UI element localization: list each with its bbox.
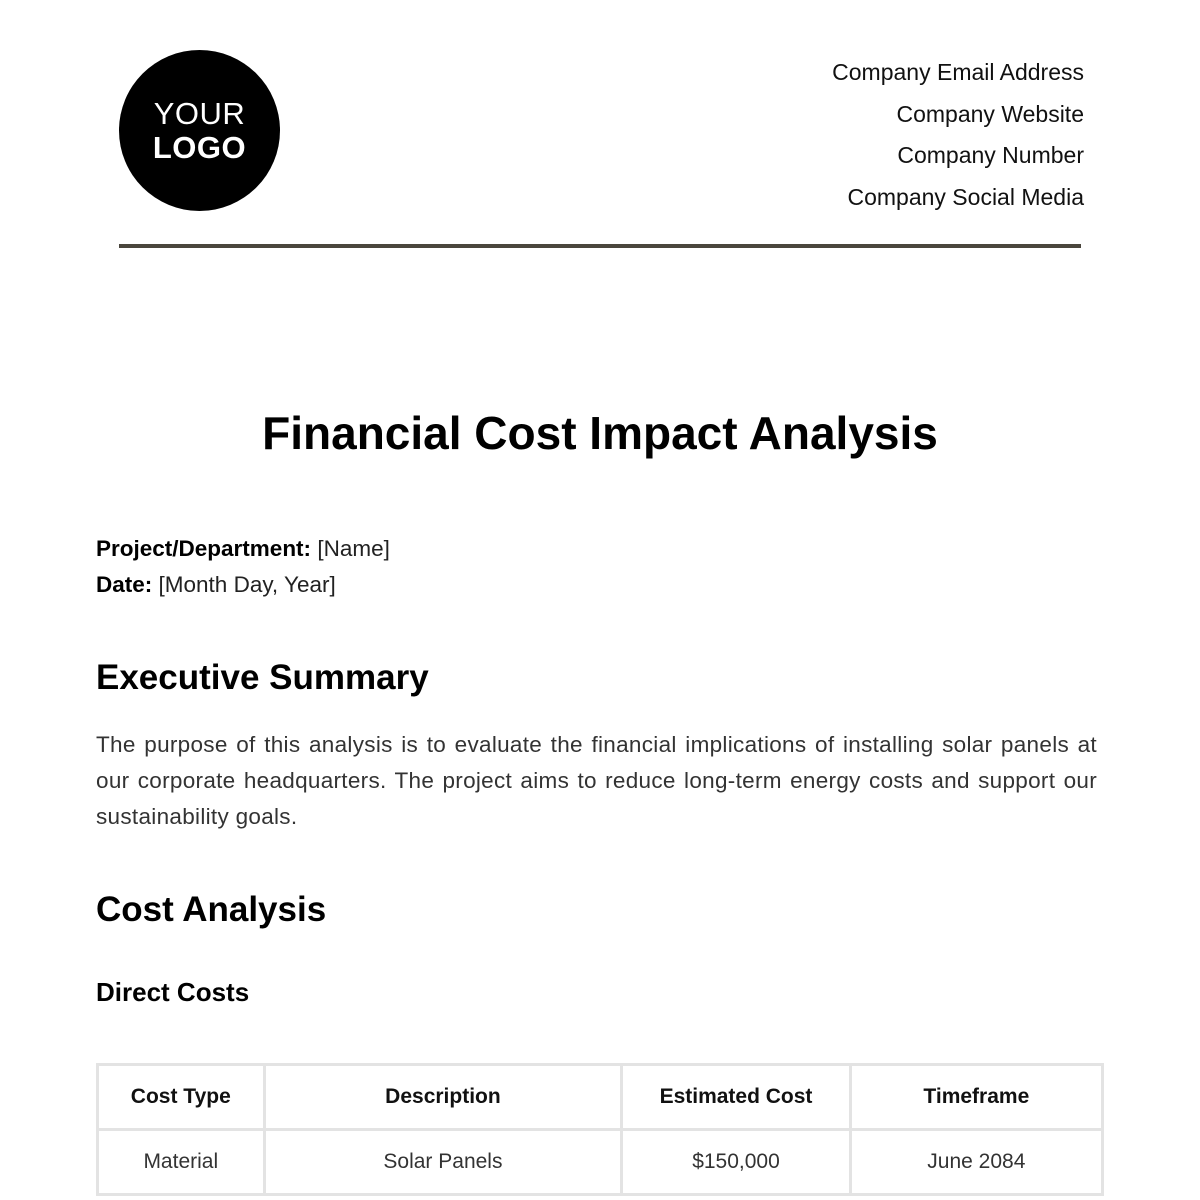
project-value: [Name] [317, 536, 390, 561]
column-header: Estimated Cost [622, 1065, 850, 1130]
date-value: [Month Day, Year] [158, 572, 336, 597]
company-social-media: Company Social Media [847, 183, 1084, 210]
direct-costs-heading: Direct Costs [96, 977, 250, 1007]
header-divider [119, 244, 1081, 248]
project-line [96, 531, 390, 567]
column-header: Description [264, 1065, 622, 1130]
executive-summary-heading: Executive Summary [96, 658, 429, 697]
column-header: Cost Type [98, 1065, 265, 1130]
logo-line-2: LOGO [152, 129, 247, 165]
company-website: Company Website [896, 100, 1084, 127]
logo-line-1: YOUR [153, 95, 246, 131]
direct-costs-table [96, 1063, 1104, 1196]
table-cell: June 2084 [850, 1130, 1102, 1195]
company-number: Company Number [897, 142, 1084, 168]
document-meta [96, 531, 390, 603]
table-row [98, 1130, 1103, 1195]
table-header-row [98, 1065, 1103, 1130]
table-cell: Material [98, 1130, 265, 1195]
company-email: Company Email Address [832, 59, 1084, 85]
column-header: Timeframe [850, 1065, 1102, 1130]
date-line [96, 567, 390, 603]
company-logo [119, 50, 280, 211]
date-label: Date: [96, 572, 153, 597]
document-title: Financial Cost Impact Analysis [262, 407, 938, 459]
project-label: Project/Department: [96, 536, 312, 561]
executive-summary-text: The purpose of this analysis is to evaluate the financial implications of installing solar panels at our corporate headquarters. The project aims to reduce long-term energy costs and support our sustainability goals. [96, 732, 1097, 829]
table-cell: $150,000 [622, 1130, 850, 1195]
cost-analysis-heading: Cost Analysis [96, 890, 327, 929]
company-contact-block [832, 52, 1084, 218]
table-cell: Solar Panels [264, 1130, 622, 1195]
